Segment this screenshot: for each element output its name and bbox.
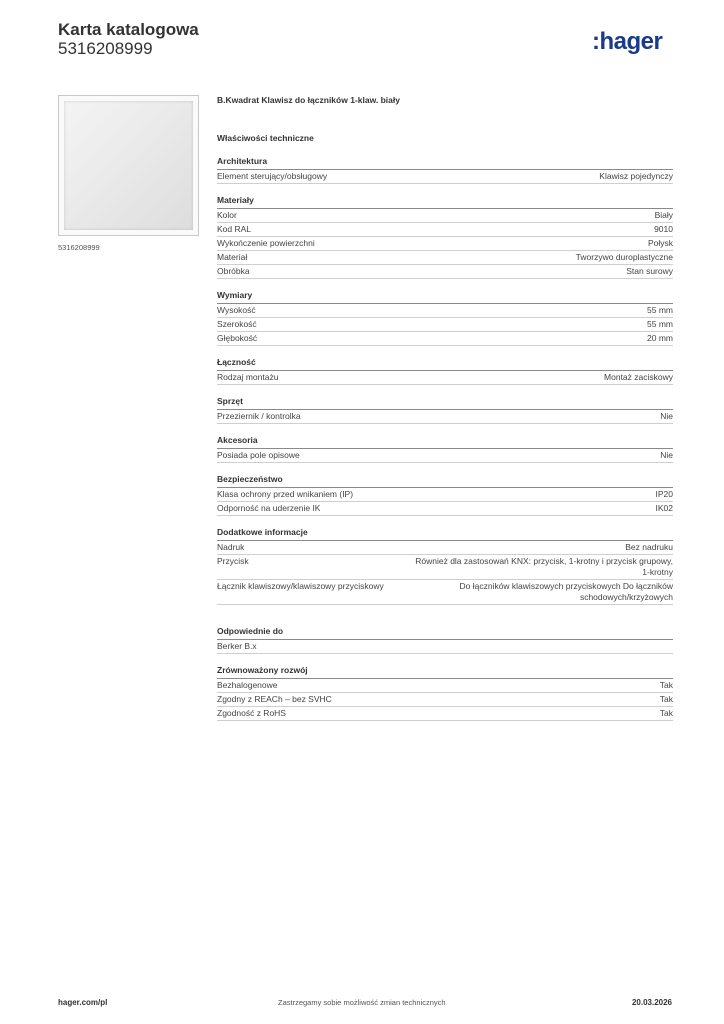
spec-section bbox=[217, 195, 673, 279]
spec-value: Stan surowy bbox=[626, 266, 673, 276]
spec-section bbox=[217, 474, 673, 516]
spec-row bbox=[217, 318, 673, 332]
product-image bbox=[64, 101, 193, 230]
spec-label: Wykończenie powierzchni bbox=[217, 238, 315, 248]
spec-row bbox=[217, 488, 673, 502]
section-title: Sprzęt bbox=[217, 396, 673, 410]
spec-label: Kolor bbox=[217, 210, 237, 220]
section-title: Odpowiednie do bbox=[217, 626, 673, 640]
spec-label: Kod RAL bbox=[217, 224, 252, 234]
spec-row bbox=[217, 304, 673, 318]
spec-row bbox=[217, 237, 673, 251]
section-title: Wymiary bbox=[217, 290, 673, 304]
spec-value: Również dla zastosowań KNX: przycisk, 1-krotny i przycisk grupowy, 1-krotny bbox=[415, 556, 673, 577]
spec-section bbox=[217, 396, 673, 424]
spec-section bbox=[217, 357, 673, 385]
spec-value: 55 mm bbox=[647, 305, 673, 315]
spec-row bbox=[217, 371, 673, 385]
spec-row bbox=[217, 449, 673, 463]
spec-sections bbox=[217, 156, 673, 721]
spec-label: Szerokość bbox=[217, 319, 257, 329]
catalog-number: 5316208999 bbox=[58, 39, 153, 58]
spec-value: Biały bbox=[654, 210, 673, 220]
spec-label: Przycisk bbox=[217, 556, 249, 566]
section-title: Akcesoria bbox=[217, 435, 673, 449]
footer-notice: Zastrzegamy sobie możliwość zmian technicznych bbox=[278, 998, 446, 1007]
spec-section bbox=[217, 527, 673, 605]
spec-value: 55 mm bbox=[647, 319, 673, 329]
spec-value: Bez nadruku bbox=[625, 542, 673, 552]
spec-label: Zgodność z RoHS bbox=[217, 708, 286, 718]
spec-section bbox=[217, 665, 673, 721]
spec-row bbox=[217, 679, 673, 693]
spec-value: Tak bbox=[659, 708, 673, 718]
spec-value: Tak bbox=[659, 694, 673, 704]
spec-row bbox=[217, 332, 673, 346]
spec-label: Posiada pole opisowe bbox=[217, 450, 300, 460]
section-title: Architektura bbox=[217, 156, 673, 170]
spec-value: Tworzywo duroplastyczne bbox=[575, 252, 673, 262]
spec-label: Materiał bbox=[217, 252, 248, 262]
section-title: Bezpieczeństwo bbox=[217, 474, 673, 488]
spec-row bbox=[217, 170, 673, 184]
spec-row bbox=[217, 265, 673, 279]
spec-section bbox=[217, 290, 673, 346]
spec-row bbox=[217, 693, 673, 707]
spec-label: Głębokość bbox=[217, 333, 258, 343]
spec-content bbox=[217, 95, 673, 721]
spec-row bbox=[217, 209, 673, 223]
spec-label: Przeziernik / kontrolka bbox=[217, 411, 301, 421]
spec-value: Klawisz pojedynczy bbox=[599, 171, 673, 181]
spec-label: Odporność na uderzenie IK bbox=[217, 503, 321, 513]
footer-date: 20.03.2026 bbox=[631, 998, 672, 1007]
section-title: Dodatkowe informacje bbox=[217, 527, 673, 541]
spec-label: Wysokość bbox=[217, 305, 256, 315]
spec-section bbox=[217, 626, 673, 654]
logo-text: hager bbox=[599, 28, 663, 55]
spec-value: Do łączników klawiszowych przyciskowych Do łączników schodowych/krzyżowych bbox=[459, 581, 673, 602]
spec-row bbox=[217, 502, 673, 516]
spec-label: Berker B.x bbox=[217, 641, 257, 651]
spec-row bbox=[217, 223, 673, 237]
spec-row bbox=[217, 251, 673, 265]
spec-value: Montaż zaciskowy bbox=[604, 372, 673, 382]
spec-value: Tak bbox=[659, 680, 673, 690]
spec-label: Zgodny z REACh – bez SVHC bbox=[217, 694, 332, 704]
spec-value: Połysk bbox=[647, 238, 673, 248]
spec-label: Element sterujący/obsługowy bbox=[217, 171, 328, 181]
spec-row bbox=[217, 707, 673, 721]
spec-label: Bezhalogenowe bbox=[217, 680, 278, 690]
spec-label: Łącznik klawiszowy/klawiszowy przyciskowy bbox=[217, 581, 384, 591]
spec-value: IP20 bbox=[655, 489, 673, 499]
spec-section bbox=[217, 156, 673, 184]
spec-value: Nie bbox=[660, 450, 673, 460]
product-image-frame bbox=[58, 95, 199, 236]
spec-label: Obróbka bbox=[217, 266, 250, 276]
hager-logo bbox=[592, 28, 662, 56]
spec-label: Rodzaj montażu bbox=[217, 372, 279, 382]
product-title: B.Kwadrat Klawisz do łączników 1-klaw. biały bbox=[217, 95, 400, 105]
spec-label: Klasa ochrony przed wnikaniem (IP) bbox=[217, 489, 354, 499]
spec-label: Nadruk bbox=[217, 542, 245, 552]
spec-section bbox=[217, 435, 673, 463]
spec-value: IK02 bbox=[655, 503, 673, 513]
spec-value: 20 mm bbox=[647, 333, 673, 343]
spec-row bbox=[217, 541, 673, 555]
properties-heading: Właściwości techniczne bbox=[217, 133, 314, 143]
spec-row bbox=[217, 640, 673, 654]
spec-row bbox=[217, 580, 673, 605]
footer-website: hager.com/pl bbox=[58, 998, 108, 1007]
logo-mark-icon: : bbox=[592, 28, 600, 55]
spec-row bbox=[217, 555, 673, 580]
spec-value: Nie bbox=[660, 411, 673, 421]
section-title: Łączność bbox=[217, 357, 673, 371]
section-title: Zrównoważony rozwój bbox=[217, 665, 673, 679]
section-title: Materiały bbox=[217, 195, 673, 209]
spec-value: 9010 bbox=[654, 224, 673, 234]
product-image-caption: 5316208999 bbox=[58, 243, 100, 252]
page-title: Karta katalogowa bbox=[58, 20, 199, 39]
spec-row bbox=[217, 410, 673, 424]
